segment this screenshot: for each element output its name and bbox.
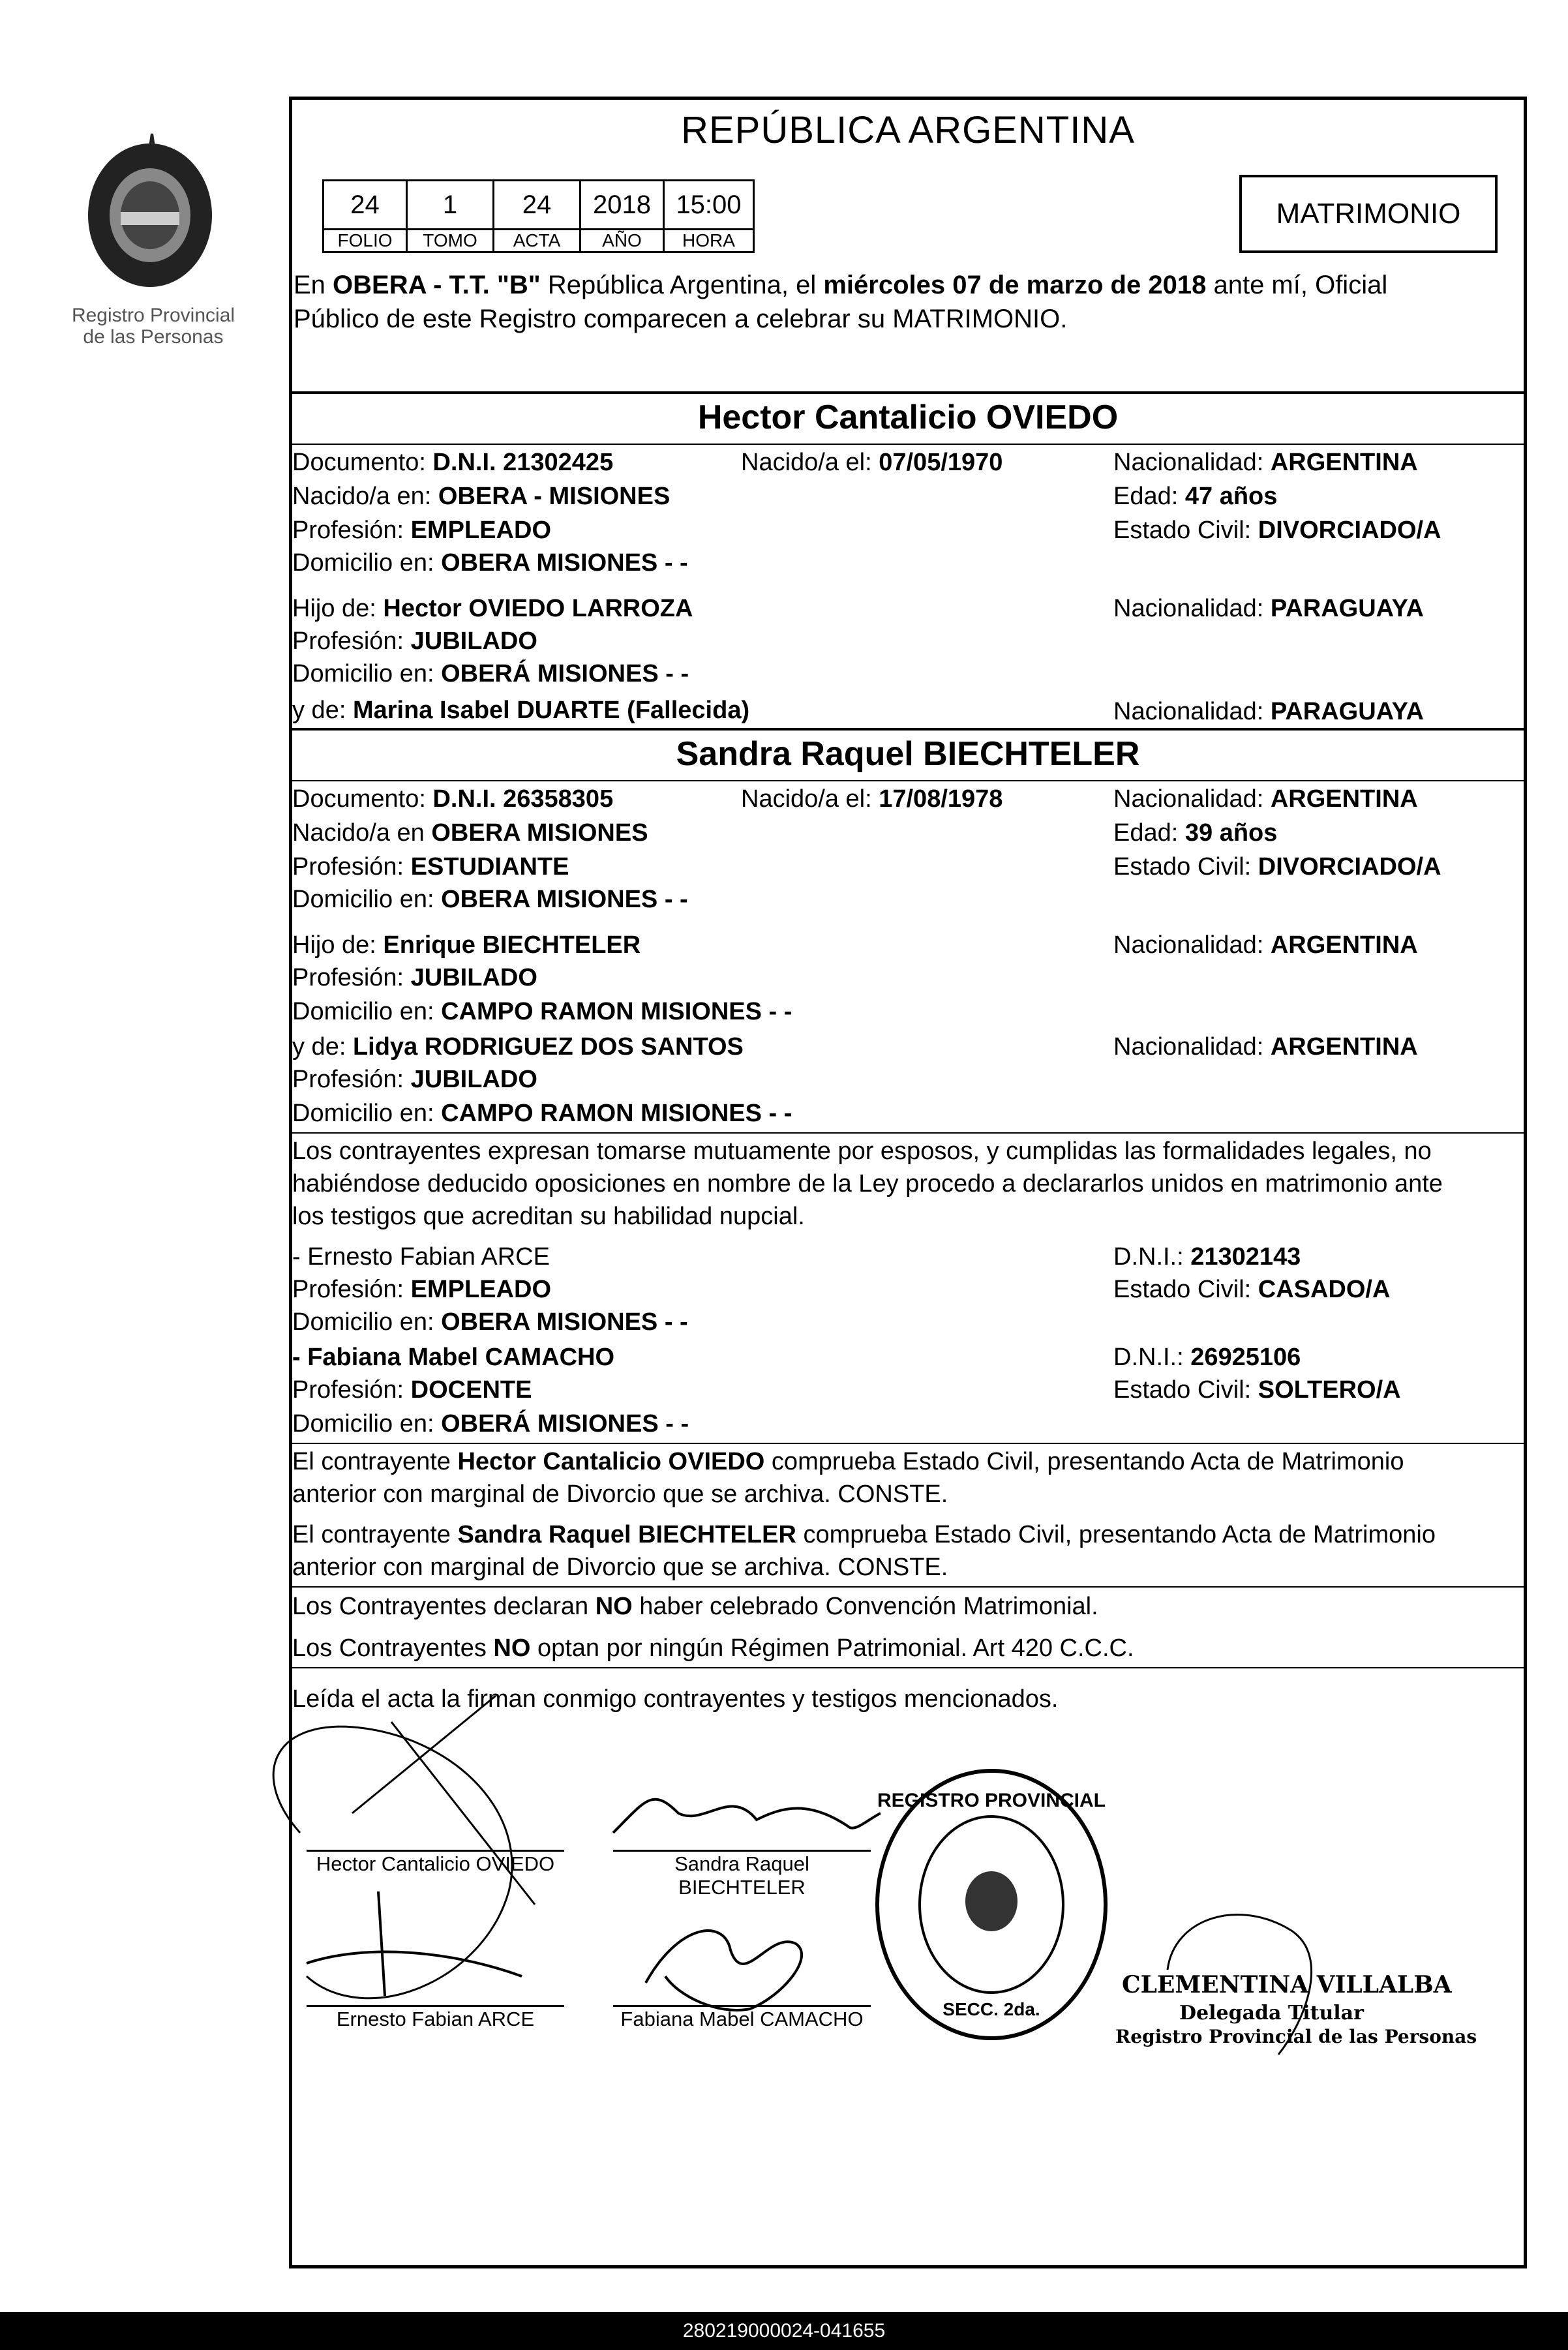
witness2-civil-status: Estado Civil: SOLTERO/A xyxy=(1113,1376,1401,1404)
spouse1-name: Hector Cantalicio OVIEDO xyxy=(697,399,1119,436)
official-name: CLEMENTINA VILLALBA xyxy=(1122,1971,1452,1998)
proof1-line1: El contrayente Hector Cantalicio OVIEDO comprueba Estado Civil, presentando Acta de Matrimonio xyxy=(292,1448,1404,1475)
witness2-profession: Profesión: DOCENTE xyxy=(292,1376,532,1404)
spouse1-nationality: Nacionalidad: ARGENTINA xyxy=(1113,449,1418,476)
spouse2-nationality: Nacionalidad: ARGENTINA xyxy=(1113,785,1418,813)
spouse2-address: Domicilio en: OBERA MISIONES - - xyxy=(292,886,688,913)
spouse1-profession: Profesión: EMPLEADO xyxy=(292,517,552,544)
spouse1-mother: y de: Marina Isabel DUARTE (Fallecida) xyxy=(292,697,750,724)
spouse2-birthplace: Nacido/a en OBERA MISIONES xyxy=(292,819,648,847)
intro-line2: Público de este Registro comparecen a celebrar su MATRIMONIO. xyxy=(294,305,1068,333)
proof2-line2: anterior con marginal de Divorcio que se archiva. CONSTE. xyxy=(292,1554,948,1581)
svg-text:SECC. 2da.: SECC. 2da. xyxy=(942,1999,1040,2019)
witness2-name: - Fabiana Mabel CAMACHO xyxy=(292,1344,615,1371)
logo-label-line1: Registro Provincial xyxy=(71,305,235,326)
signature-label-witness2: Fabiana Mabel CAMACHO xyxy=(620,2008,864,2030)
tomo-value: 1 xyxy=(407,181,494,230)
spouse1-birthplace: Nacido/a en: OBERA - MISIONES xyxy=(292,483,671,510)
spouse1-father: Hijo de: Hector OVIEDO LARROZA xyxy=(292,595,693,622)
proof2-line1: El contrayente Sandra Raquel BIECHTELER comprueba Estado Civil, presentando Acta de Matrimonio xyxy=(292,1521,1436,1548)
spouse2-civil-status: Estado Civil: DIVORCIADO/A xyxy=(1113,853,1441,881)
spouse1-civil-status: Estado Civil: DIVORCIADO/A xyxy=(1113,517,1441,544)
spouse2-father-profession: Profesión: JUBILADO xyxy=(292,964,537,991)
official-office: Registro Provincial de las Personas xyxy=(1115,2026,1477,2047)
signature-label-witness1: Ernesto Fabian ARCE xyxy=(336,2008,535,2030)
witness1-civil-status: Estado Civil: CASADO/A xyxy=(1113,1276,1391,1303)
spouse2-father: Hijo de: Enrique BIECHTELER xyxy=(292,931,641,959)
spouse1-father-nationality: Nacionalidad: PARAGUAYA xyxy=(1113,595,1424,622)
declaration-line2: habiéndose deducido oposiciones en nombre de la Ley procedo a declararlos unidos en matrimonio ante xyxy=(292,1170,1443,1198)
spouse2-age: Edad: 39 años xyxy=(1113,819,1278,847)
document-title: REPÚBLICA ARGENTINA xyxy=(681,109,1135,151)
witness1-name: - Ernesto Fabian ARCE xyxy=(292,1243,550,1271)
acta-value: 24 xyxy=(494,181,580,230)
signature-label-spouse1: Hector Cantalicio OVIEDO xyxy=(316,1852,555,1875)
spouse2-mother-address: Domicilio en: CAMPO RAMON MISIONES - - xyxy=(292,1100,792,1127)
spouse2-name: Sandra Raquel BIECHTELER xyxy=(676,735,1140,773)
signature-line xyxy=(613,1850,871,1852)
document-code: 280219000024-041655 xyxy=(0,2312,1568,2350)
hora-value: 15:00 xyxy=(664,181,754,230)
signature-label-spouse2-l2: BIECHTELER xyxy=(678,1876,806,1899)
spouse2-mother-nationality: Nacionalidad: ARGENTINA xyxy=(1113,1033,1418,1061)
anio-label: AÑO xyxy=(580,230,664,252)
intro-line1: En OBERA - T.T. "B" República Argentina, el miércoles 07 de marzo de 2018 ante mí, Oficial xyxy=(294,271,1388,299)
folio-value: 24 xyxy=(324,181,407,230)
regime-line2: Los Contrayentes NO optan por ningún Régimen Patrimonial. Art 420 C.C.C. xyxy=(292,1634,1134,1662)
folio-label: FOLIO xyxy=(324,230,407,252)
spouse2-profession: Profesión: ESTUDIANTE xyxy=(292,853,569,881)
hora-label: HORA xyxy=(664,230,754,252)
closing-text: Leída el acta la firman conmigo contrayentes y testigos mencionados. xyxy=(292,1685,1059,1713)
spouse1-mother-nationality: Nacionalidad: PARAGUAYA xyxy=(1113,698,1424,725)
spouse1-birthdate: Nacido/a el: 07/05/1970 xyxy=(741,449,1003,476)
spouse2-document: Documento: D.N.I. 26358305 xyxy=(292,785,614,813)
witness2-dni: D.N.I.: 26925106 xyxy=(1113,1344,1301,1371)
signature-line xyxy=(613,2005,871,2007)
registry-stamp-icon xyxy=(861,1761,1122,2048)
spouse1-document: Documento: D.N.I. 21302425 xyxy=(292,449,614,476)
spouse2-birthdate: Nacido/a el: 17/08/1978 xyxy=(741,785,1003,813)
regime-line1: Los Contrayentes declaran NO haber celebrado Convención Matrimonial. xyxy=(292,1593,1098,1620)
acta-label: ACTA xyxy=(494,230,580,252)
witness1-dni: D.N.I.: 21302143 xyxy=(1113,1243,1301,1271)
spouse2-father-nationality: Nacionalidad: ARGENTINA xyxy=(1113,931,1418,959)
signature-label-spouse2-l1: Sandra Raquel xyxy=(674,1852,809,1875)
tomo-label: TOMO xyxy=(407,230,494,252)
spouse1-father-address: Domicilio en: OBERÁ MISIONES - - xyxy=(292,660,689,687)
proof1-line2: anterior con marginal de Divorcio que se archiva. CONSTE. xyxy=(292,1481,948,1508)
declaration-line3: los testigos que acreditan su habilidad nupcial. xyxy=(292,1203,805,1230)
svg-text:REGISTRO PROVINCIAL: REGISTRO PROVINCIAL xyxy=(877,1790,1106,1811)
signature-line xyxy=(307,2005,564,2007)
spouse1-age: Edad: 47 años xyxy=(1113,483,1278,510)
act-type-box: MATRIMONIO xyxy=(1239,175,1498,253)
witness1-profession: Profesión: EMPLEADO xyxy=(292,1276,552,1303)
spouse1-address: Domicilio en: OBERA MISIONES - - xyxy=(292,549,688,577)
spouse2-mother-profession: Profesión: JUBILADO xyxy=(292,1066,537,1093)
spouse2-father-address: Domicilio en: CAMPO RAMON MISIONES - - xyxy=(292,998,792,1025)
witness1-address: Domicilio en: OBERA MISIONES - - xyxy=(292,1308,688,1336)
witness2-address: Domicilio en: OBERÁ MISIONES - - xyxy=(292,1410,689,1438)
spouse1-father-profession: Profesión: JUBILADO xyxy=(292,627,537,655)
official-role: Delegada Titular xyxy=(1179,2002,1364,2025)
signature-line xyxy=(307,1850,564,1852)
spouse2-mother: y de: Lidya RODRIGUEZ DOS SANTOS xyxy=(292,1033,744,1061)
anio-value: 2018 xyxy=(580,181,664,230)
declaration-line1: Los contrayentes expresan tomarse mutuamente por esposos, y cumplidas las formalidades legales, no xyxy=(292,1137,1432,1165)
logo-label-line2: de las Personas xyxy=(83,326,224,348)
